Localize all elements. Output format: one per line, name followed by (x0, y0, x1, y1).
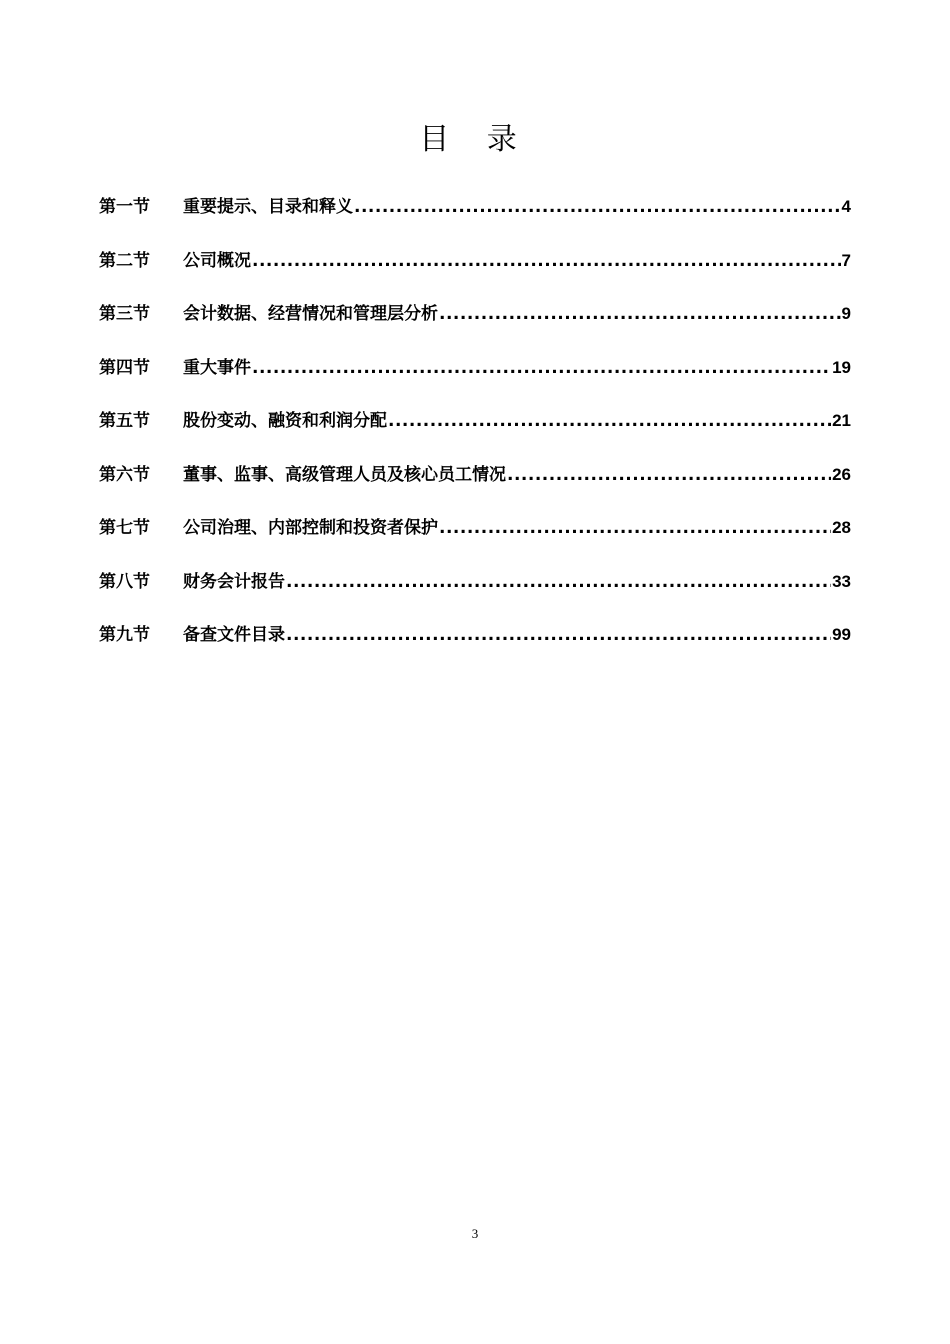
toc-title: 董事、监事、高级管理人员及核心员工情况 (183, 464, 506, 485)
toc-leader-dots (439, 518, 831, 538)
toc-title: 重大事件 (183, 357, 251, 378)
toc-entry-9[interactable] (99, 620, 851, 674)
toc-section-label: 第八节 (99, 571, 150, 592)
toc-leader-dots (507, 465, 831, 485)
toc-page-number: 26 (832, 464, 851, 484)
toc-section-label: 第七节 (99, 518, 150, 538)
toc-title: 财务会计报告 (183, 571, 285, 592)
toc-page-number: 4 (841, 197, 851, 216)
toc-page-number: 21 (832, 411, 851, 430)
toc-leader-dots (252, 251, 841, 271)
toc-title: 备查文件目录 (183, 625, 285, 645)
toc-entry-5[interactable] (99, 406, 851, 460)
toc-page-number: 33 (832, 571, 851, 591)
toc-section-label: 第六节 (99, 464, 150, 485)
toc-entry-6[interactable] (99, 460, 851, 514)
toc-title: 股份变动、融资和利润分配 (183, 411, 387, 431)
toc-section-label: 第四节 (99, 357, 150, 378)
toc-page-number: 9 (841, 304, 851, 323)
toc-leader-dots (252, 358, 831, 378)
toc-entry-2[interactable] (99, 246, 851, 300)
toc-entry-1[interactable] (99, 192, 851, 246)
toc-section-label: 第五节 (99, 411, 150, 431)
toc-page-number: 19 (832, 357, 851, 377)
toc-title: 重要提示、目录和释义 (183, 197, 353, 217)
table-of-contents (99, 192, 851, 674)
toc-section-label: 第九节 (99, 625, 150, 645)
toc-page-number: 99 (832, 625, 851, 644)
toc-page-number: 7 (841, 250, 851, 270)
toc-entry-7[interactable] (99, 513, 851, 567)
toc-leader-dots (286, 572, 831, 592)
toc-leader-dots (388, 411, 831, 431)
toc-title: 会计数据、经营情况和管理层分析 (183, 304, 438, 324)
toc-entry-4[interactable] (99, 353, 851, 407)
page-number: 3 (471, 1226, 479, 1241)
toc-page-number: 28 (832, 518, 851, 537)
toc-title: 公司治理、内部控制和投资者保护 (183, 518, 438, 538)
toc-leader-dots (286, 625, 831, 645)
toc-entry-3[interactable] (99, 299, 851, 353)
page-title: 目 录 (419, 122, 531, 157)
toc-title: 公司概况 (183, 250, 251, 271)
toc-leader-dots (354, 197, 841, 217)
toc-section-label: 第一节 (99, 197, 150, 217)
toc-leader-dots (439, 304, 841, 324)
toc-section-label: 第三节 (99, 304, 150, 324)
toc-section-label: 第二节 (99, 250, 150, 271)
toc-entry-8[interactable] (99, 567, 851, 621)
